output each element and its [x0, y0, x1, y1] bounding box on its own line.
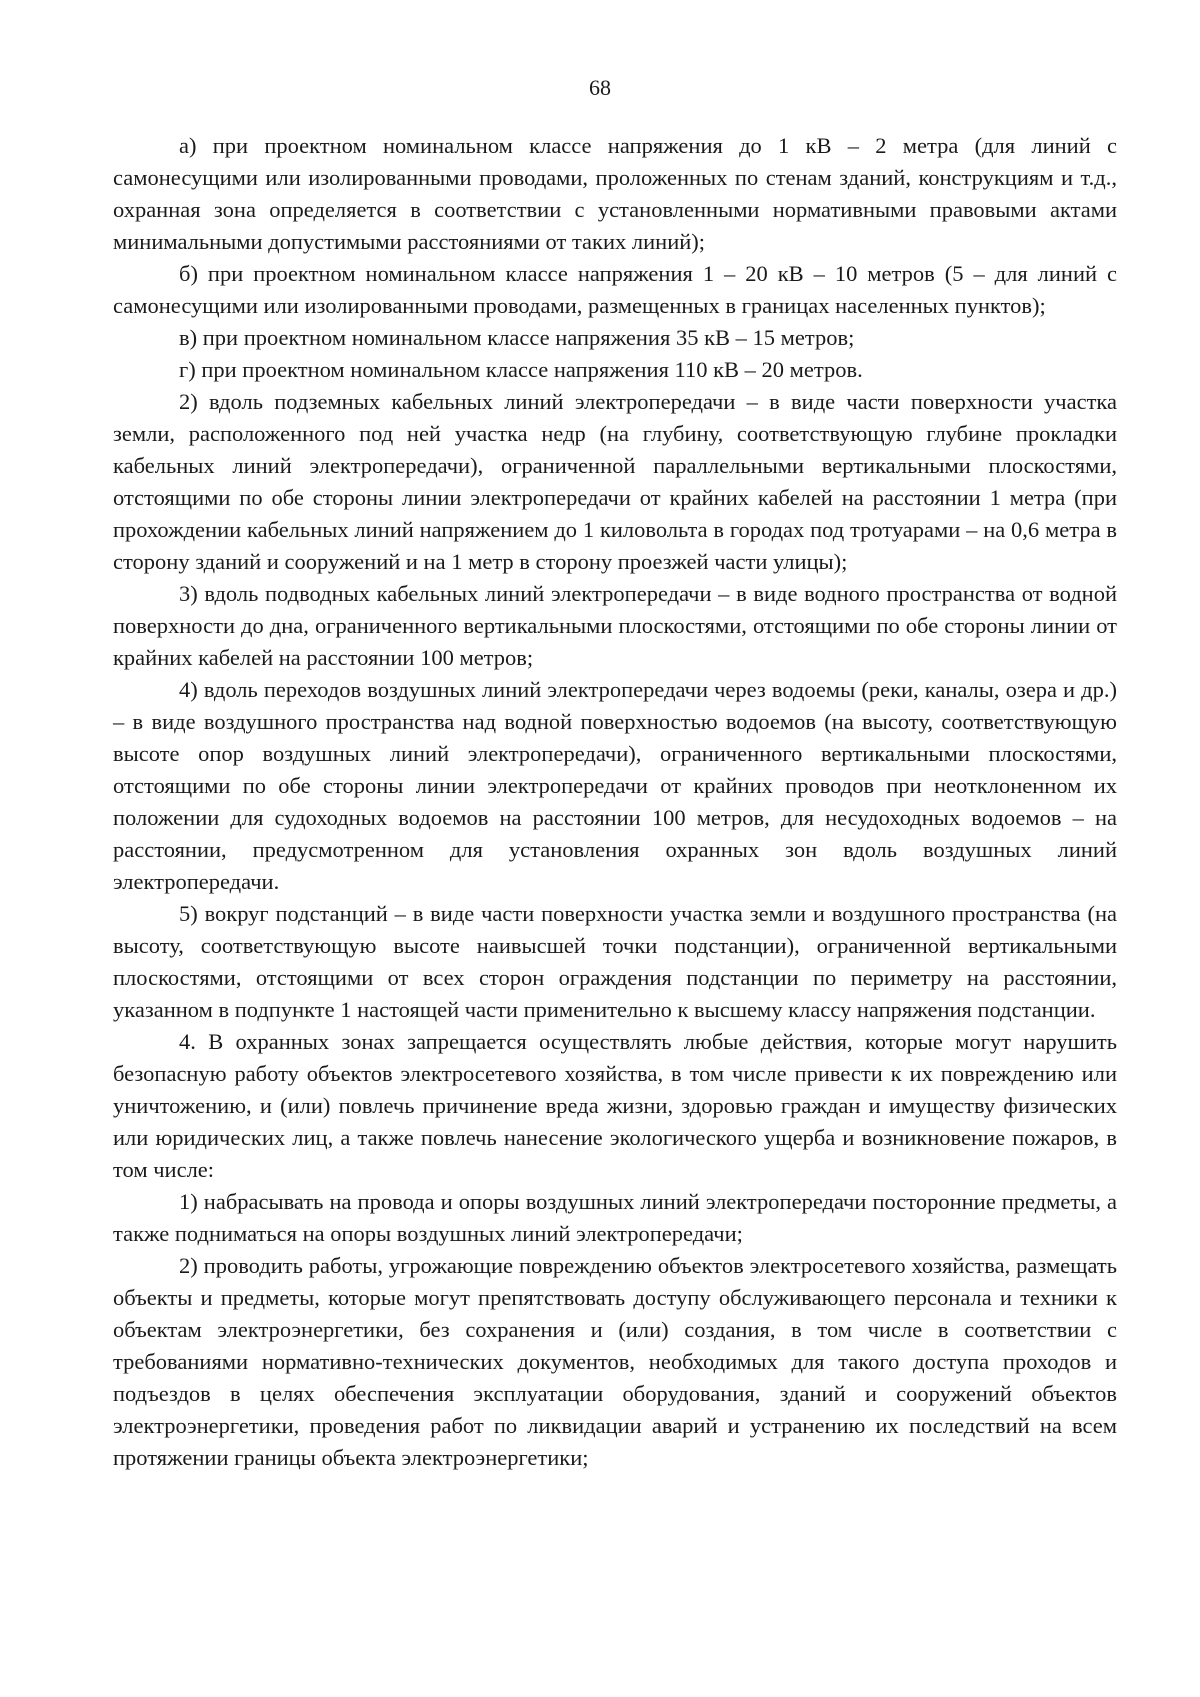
paragraph-v-35kv: в) при проектном номинальном классе напряжения 35 кВ – 15 метров;: [179, 325, 855, 350]
paragraph-5-substations: 5) вокруг подстанций – в виде части поверхности участка земли и воздушного пространства (на высоту, соответствующую высоте наивысшей точки подстанции), ограниченной вертикальными плоскостями, отстоящими от всех сторон ограждения подстанции по периметру на расстоянии, указанном в подпункте 1 настоящей части применительно к высшему классу напряжения подстанции.: [113, 901, 1117, 1022]
paragraph-3-underwater-cables: 3) вдоль подводных кабельных линий электропередачи – в виде водного пространства от водной поверхности до дна, ограниченного вертикальными плоскостями, отстоящими по обе стороны линии от крайних кабелей на расстоянии 100 метров;: [113, 581, 1117, 670]
paragraph-4-prohibited-actions: 4. В охранных зонах запрещается осуществлять любые действия, которые могут нарушить безопасную работу объектов электросетевого хозяйства, в том числе привести к их повреждению или уничтожению, и (или) повлечь причинение вреда жизни, здоровью граждан и имуществу физических или юридических лиц, а также повлечь нанесение экологического ущерба и возникновение пожаров, в том числе:: [113, 1029, 1117, 1182]
page-number: 68: [589, 75, 611, 100]
paragraph-b-1-20kv: б) при проектном номинальном классе напряжения 1 – 20 кВ – 10 метров (5 – для линий с самонесущими или изолированными проводами, размещенных в границах населенных пунктов);: [113, 261, 1117, 318]
paragraph-2-hazardous-works: 2) проводить работы, угрожающие повреждению объектов электросетевого хозяйства, размещать объекты и предметы, которые могут препятствовать доступу обслуживающего персонала и техники к объектам электроэнергетики, без сохранения и (или) создания, в том числе в соответствии с требованиями нормативно-технических документов, необходимых для такого доступа проходов и подъездов в целях обеспечения эксплуатации оборудования, зданий и сооружений объектов электроэнергетики, проведения работ по ликвидации аварий и устранению их последствий на всем протяжении границы объекта электроэнергетики;: [113, 1253, 1117, 1470]
paragraph-1-foreign-objects: 1) набрасывать на провода и опоры воздушных линий электропередачи посторонние предметы, а также подниматься на опоры воздушных линий электропередачи;: [113, 1189, 1117, 1246]
paragraph-2-underground-cables: 2) вдоль подземных кабельных линий электропередачи – в виде части поверхности участка земли, расположенного под ней участка недр (на глубину, соответствующую глубине прокладки кабельных линий электропередачи), ограниченной параллельными вертикальными плоскостями, отстоящими по обе стороны линии электропередачи от крайних кабелей на расстоянии 1 метра (при прохождении кабельных линий напряжением до 1 киловольта в городах под тротуарами – на 0,6 метра в сторону зданий и сооружений и на 1 метр в сторону проезжей части улицы);: [113, 389, 1117, 574]
paragraph-g-110kv: г) при проектном номинальном классе напряжения 110 кВ – 20 метров.: [179, 357, 863, 382]
paragraph-a-up-to-1kv: а) при проектном номинальном классе напряжения до 1 кВ – 2 метра (для линий с самонесущими или изолированными проводами, проложенных по стенам зданий, конструкциям и т.д., охранная зона определяется в соответствии с установленными нормативными правовыми актами минимальными допустимыми расстояниями от таких линий);: [113, 133, 1117, 254]
paragraph-4-water-crossings: 4) вдоль переходов воздушных линий электропередачи через водоемы (реки, каналы, озера и др.) – в виде воздушного пространства над водной поверхностью водоемов (на высоту, соответствующую высоте опор воздушных линий электропередачи), ограниченного вертикальными плоскостями, отстоящими по обе стороны линии электропередачи от крайних проводов при неотклоненном их положении для судоходных водоемов на расстоянии 100 метров, для несудоходных водоемов – на расстоянии, предусмотренном для установления охранных зон вдоль воздушных линий электропередачи.: [113, 677, 1117, 894]
document-body: [113, 130, 1117, 1474]
